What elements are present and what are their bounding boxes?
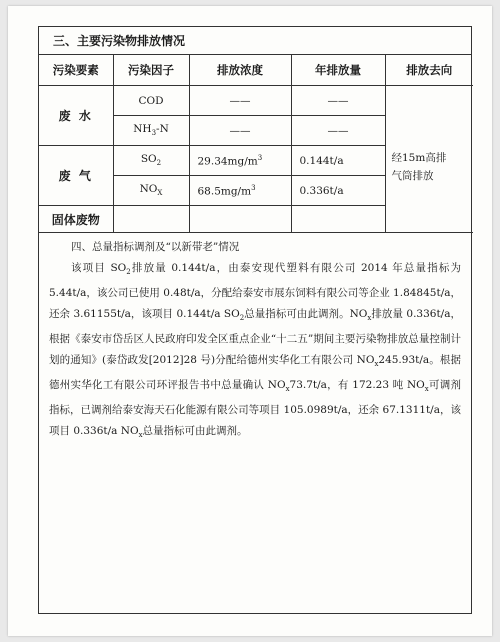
- concentration-so2: $29.34mg/m^3$: [189, 146, 291, 176]
- factor-nh3n: $NH_3-N$: [113, 116, 189, 146]
- annual-cell: ——: [291, 116, 385, 146]
- factor-nox: $NO_X$: [113, 176, 189, 206]
- annual-cell: [291, 206, 385, 233]
- table-header-row: [39, 55, 473, 86]
- factor-cell: [113, 206, 189, 233]
- destination-cell: [385, 86, 473, 233]
- annual-nox: 0.336t/a: [291, 176, 385, 206]
- table-row: [39, 86, 473, 116]
- concentration-cell: ——: [189, 116, 291, 146]
- factor-cod: COD: [113, 86, 189, 116]
- concentration-nox: $68.5mg/m^3$: [189, 176, 291, 206]
- form-frame: [38, 26, 472, 614]
- section-4: [39, 233, 471, 446]
- section-4-title: 四、总量指标调剂及“以新带老”情况: [71, 241, 240, 253]
- annual-cell: ——: [291, 86, 385, 116]
- category-exhaust: 废 气: [39, 146, 113, 206]
- annual-so2: 0.144t/a: [291, 146, 385, 176]
- pollutant-table: [39, 55, 473, 233]
- concentration-cell: [189, 206, 291, 233]
- section-4-paragraph: 该项目 $SO_2$排放量 0.144t/a，由泰安现代塑料有限公司 2014 年总量指标为 5.44t/a，该公司已使用 0.48t/a，分配给泰安市展东饲料有限公司等企业 1.84845t/a，还余 3.61155t/a，该项目 0.144t/a $SO_2$总量指标可由此调剂。$NO_x$排放量 0.336t/a，根据《泰安市岱岳区人民政府印发全区重点企业“十二五”期间主要污染物排放总量控制计划的通知》(泰岱政发[2012]28 号)分配给德州实华化工有限公司 $NO_x245.93t/a$。根据德州实华化工有限公司环评报告书中总量确认 $NO_x73.7t/a$，有 172.23 吨 $NO_x$可调剂指标，已调剂给泰安海天石化能源有限公司等项目 105.0989t/a，还余 67.1311t/a，该项目 0.336t/a $NO_x$总量指标可由此调剂。: [49, 262, 462, 440]
- header-destination: 排放去向: [385, 55, 473, 86]
- header-annual: 年排放量: [291, 55, 385, 86]
- concentration-cell: ——: [189, 86, 291, 116]
- header-element: 污染要素: [39, 55, 113, 86]
- section-3-title: 三、主要污染物排放情况: [39, 27, 471, 55]
- document-page: [8, 6, 492, 636]
- destination-line-2: 气筒排放: [391, 170, 434, 182]
- category-solid-waste: 固体废物: [39, 206, 113, 233]
- header-factor: 污染因子: [113, 55, 189, 86]
- factor-so2: $SO_2$: [113, 146, 189, 176]
- header-concentration: 排放浓度: [189, 55, 291, 86]
- category-wastewater: 废 水: [39, 86, 113, 146]
- destination-line-1: 经15m高排: [391, 152, 447, 164]
